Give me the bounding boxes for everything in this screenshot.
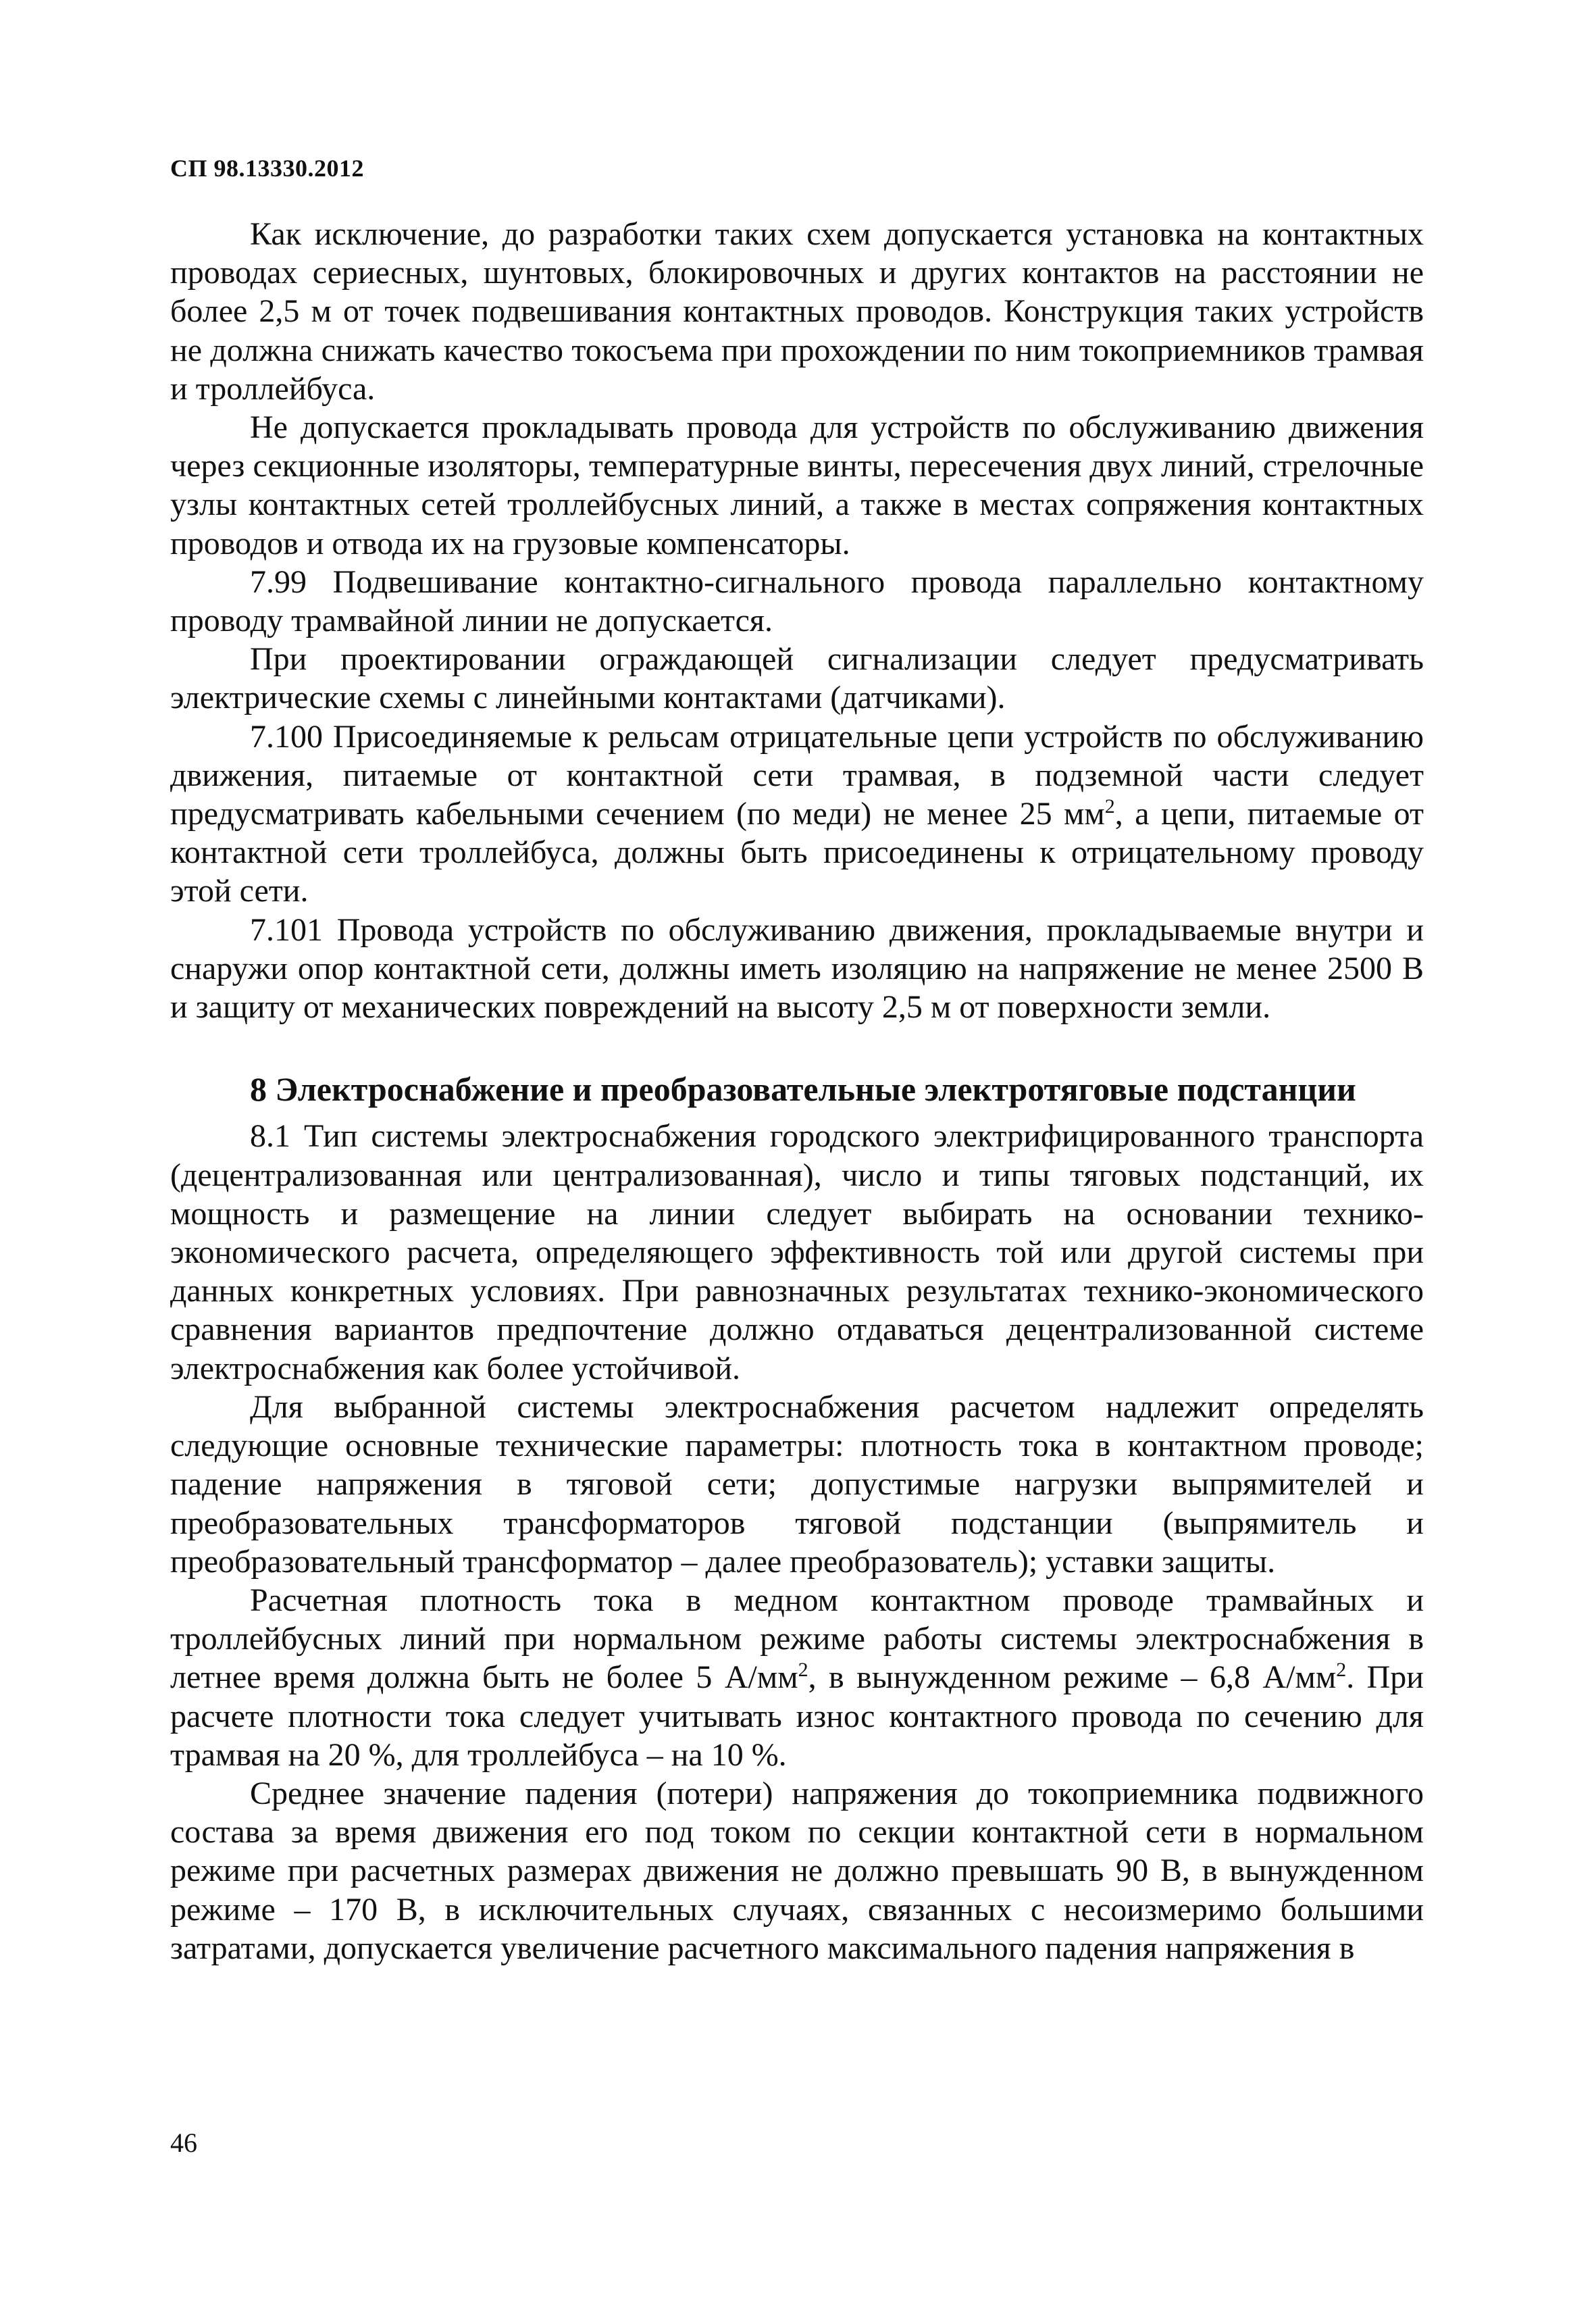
clause-text: , а цепи, питаемые от контактной сети троллейбуса, должны быть присоединены к отрицательному проводу этой сети. [170,796,1424,909]
clause-7-101: 7.101 Провода устройств по обслуживанию движения, прокладываемые внутри и снаружи опор контактной сети, должны иметь изоляцию на напряжение не менее 2500 В и защиту от механических повреждений на высоту 2,5 м от поверхности земли. [170,911,1424,1026]
paragraph: Среднее значение падения (потери) напряжения до токоприемника подвижного состава за время движения его под током по секции контактной сети в нормальном режиме при расчетных размерах движения не должно превышать 90 В, в вынужденном режиме – 170 В, в исключительных случаях, связанных с несоизмеримо большими затратами, допускается увеличение расчетного максимального падения напряжения в [170,1775,1424,1966]
clause-text: 7.100 Присоединяемые к рельсам отрицательные цепи устройств по обслуживанию движения, питаемые от контактной сети трамвая, в подземной части следует предусматривать кабельными сечением (по меди) не менее 25 мм [170,718,1424,832]
page-number: 46 [170,2128,197,2158]
paragraph: Как исключение, до разработки таких схем допускается установка на контактных проводах сериесных, шунтовых, блокировочных и других контактов на расстоянии не более 2,5 м от точек подвешивания контактных проводов. Конструкция таких устройств не должна снижать качество токосъема при прохождении по ним токоприемников трамвая и троллейбуса. [170,216,1424,407]
superscript: 2 [1104,795,1115,818]
paragraph: Для выбранной системы электроснабжения расчетом надлежит определять следующие основные технические параметры: плотность тока в контактном проводе; падение напряжения в тяговой сети; допустимые нагрузки выпрямителей и преобразовательных трансформаторов тяговой подстанции (выпрямитель и преобразовательный трансформатор – далее преобразователь); уставки защиты. [170,1388,1424,1580]
body-text [170,215,1424,1967]
clause-8-1: 8.1 Тип системы электроснабжения городского электрифицированного транспорта (децентрализованная или централизованная), число и типы тяговых подстанций, их мощность и размещение на линии следует выбирать на основании технико-экономического расчета, определяющего эффективность той или другой системы при данных конкретных условиях. При равнозначных результатах технико-экономического сравнения вариантов предпочтение должно отдаваться децентрализованной системе электроснабжения как более устойчивой. [170,1118,1424,1386]
paragraph: При проектировании ограждающей сигнализации следует предусматривать электрические схемы с линейными контактами (датчиками). [170,641,1424,716]
document-code: СП 98.13330.2012 [170,155,364,182]
paragraph-text: . При расчете плотности тока следует учитывать износ контактного провода по сечению для трамвая на 20 %, для троллейбуса – на 10 %. [170,1659,1424,1773]
clause-7-100 [170,718,1424,911]
paragraph [170,1581,1424,1774]
paragraph: Не допускается прокладывать провода для устройств по обслуживанию движения через секционные изоляторы, температурные винты, пересечения двух линий, стрелочные узлы контактных сетей троллейбусных линий, а также в местах сопряжения контактных проводов и отвода их на грузовые компенсаторы. [170,409,1424,561]
superscript: 2 [1336,1659,1347,1682]
clause-7-99: 7.99 Подвешивание контактно-сигнального провода параллельно контактному проводу трамвайной линии не допускается. [170,563,1424,639]
section-heading: 8 Электроснабжение и преобразовательные электротяговые подстанции [250,1070,1356,1109]
paragraph-text: , в вынужденном режиме – 6,8 А/мм [808,1659,1337,1696]
superscript: 2 [798,1659,808,1682]
paragraph-text: Расчетная плотность тока в медном контактном проводе трамвайных и троллейбусных линий при нормальном режиме работы системы электроснабжения в летнее время должна быть не более 5 А/мм [170,1582,1424,1696]
